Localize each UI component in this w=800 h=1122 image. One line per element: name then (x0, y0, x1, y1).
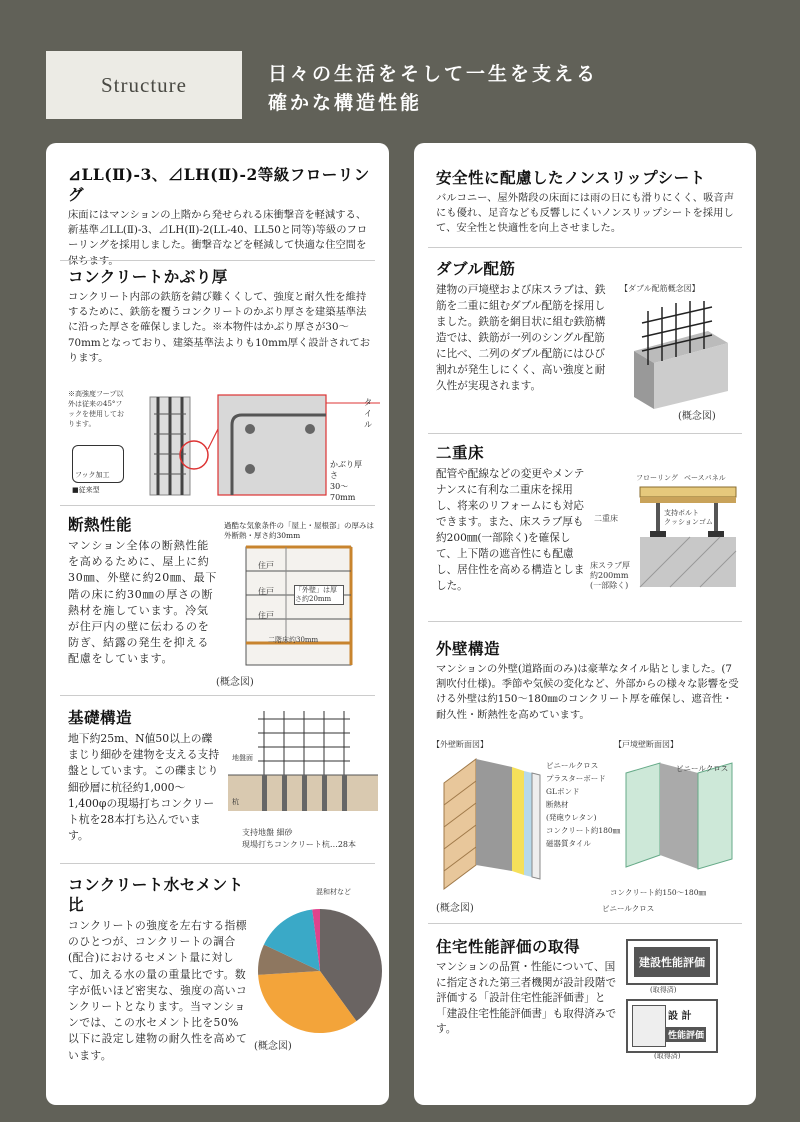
flooring-body: 床面にはマンションの上階から発せられる床衝撃音を軽減する、新基準⊿LL(Ⅱ)-3、⊿LH(Ⅱ)-2(LL-40、LL50と同等)等級のフローリングを採用しました。衝撃音などを軽減して快適な住空間を保ちます。 (68, 209, 368, 267)
cover-diagram (68, 389, 372, 502)
wall-label: GLボンド (546, 787, 580, 796)
badge-2-note: (取得済) (654, 1052, 681, 1060)
exterior-wall-illustration (436, 753, 546, 893)
party-wall-label-bottom: ビニールクロス (602, 904, 655, 913)
badge-1-note: (取得済) (650, 986, 677, 994)
hook-icon (72, 445, 124, 483)
piles-label: 現場打ちコンクリート杭…28本 (242, 840, 357, 849)
double-rebar-caption: (概念図) (678, 411, 716, 422)
divider (428, 923, 742, 924)
slab-label (590, 561, 630, 591)
admixture-label: 混和材など (316, 888, 351, 896)
flooring-title: ⊿LL(Ⅱ)-3、⊿LH(Ⅱ)-2等級フローリング (68, 165, 370, 204)
foundation-title: 基礎構造 (68, 708, 133, 727)
thickness-text: かぶり厚さ (330, 460, 362, 480)
cover-title: コンクリートかぶり厚 (68, 267, 228, 286)
wc-ratio-section (68, 875, 248, 1064)
insulation-diagram-title: 過酷な気象条件の「屋上・屋根部」の厚みは外断熱・厚さ約30mm (224, 521, 374, 540)
wc-ratio-caption: (概念図) (254, 1041, 292, 1052)
wc-ratio-body: コンクリートの強度を左右する指標のひとつが、コンクリートの調合(配合)におけるセメント量に対して、加える水の量の重量比です。数字が低いほど密実な、強度の高いコンクリートとなります。当マンションでは、この水セメント比を50%以下に設定し建物の耐久性を高めています。 (68, 919, 248, 1062)
double-floor-illustration (630, 483, 740, 593)
wc-pie-chart (250, 901, 390, 1041)
page-title (268, 60, 598, 118)
divider (428, 433, 742, 434)
double-rebar-illustration (618, 301, 738, 411)
foundation-pile-illustration (228, 709, 378, 821)
wall-label: 断熱材 (546, 800, 569, 809)
divider (428, 621, 742, 622)
badge-1-label: 建設性能評価 (634, 947, 710, 977)
flooring-section (68, 165, 373, 269)
title-line-1: 日々の生活をそして一生を支える (268, 63, 599, 85)
tile-label: タイル (364, 398, 372, 429)
structure-tab: Structure (46, 51, 242, 119)
insulation-caption: (概念図) (216, 677, 254, 688)
exterior-wall-section (436, 639, 740, 723)
floor-label: 二階床約30mm (268, 636, 319, 644)
flooring-label: フローリング (636, 474, 678, 482)
cover-section (68, 267, 373, 366)
insulation-building-illustration (226, 545, 376, 669)
right-panel (414, 143, 756, 1105)
double-floor-section (436, 443, 586, 594)
exterior-wall-title: 外壁構造 (436, 639, 501, 658)
double-rebar-title: ダブル配筋 (436, 259, 516, 278)
evaluation-body: マンションの品質・性能について、国に指定された第三者機関が設計段階で評価する「設計住宅性能評価書」と「建設住宅性能評価書」も取得済みです。 (436, 961, 617, 1036)
double-rebar-diagram-title: 【ダブル配筋概念図】 (620, 284, 700, 293)
party-wall-label-concrete: コンクリート約150〜180㎜ (610, 888, 706, 897)
unit-label: 住戸 (258, 611, 274, 620)
exterior-wall-caption: (概念図) (436, 903, 474, 914)
double-floor-title: 二重床 (436, 443, 485, 462)
wall-label: ビニールクロス (546, 761, 599, 770)
construction-evaluation-badge (626, 939, 718, 985)
hoop-note: ※高強度フープ以外は従来の45°フックを使用しております。 (68, 390, 124, 428)
slab-note: (一部除く) (590, 581, 629, 590)
party-wall-label-top: ビニールクロス (676, 764, 729, 773)
base-panel-label: ベースパネル (684, 474, 726, 482)
slab-text: 床スラブ厚 (590, 561, 630, 570)
evaluation-title: 住宅性能評価の取得 (436, 937, 581, 956)
insulation-section (68, 515, 220, 668)
insulation-title: 断熱性能 (68, 515, 133, 534)
left-wall-diagram-title: 【外壁断面図】 (432, 740, 488, 749)
divider (60, 260, 375, 261)
wall-label: コンクリート約180㎜ (546, 826, 621, 835)
badge-2-line-1: 設 計 (668, 1011, 692, 1022)
legend-label: ■従来型 (72, 486, 100, 494)
cover-body: コンクリート内部の鉄筋を錆び難くくして、強度と耐久性を維持するために、鉄筋を覆うコンクリートのかぶり厚さを建築基準法に沿った厚さを確保しました。※本物件はかぶり厚さが30〜70mmとなっており、建築基準法よりも10mm厚く設計されております。 (68, 291, 371, 364)
nonslip-body: バルコニー、屋外階段の床面には雨の日にも滑りにくく、吸音声にも優れ、足音なども反響しにくいノンスリップシートを採用して、安全性と快適性を向上させました。 (436, 192, 734, 235)
thickness-value: 30〜70mm (330, 482, 356, 502)
wc-ratio-title: コンクリート水セメント比 (68, 875, 244, 914)
support-label: 支持地盤 細砂 (242, 828, 293, 837)
double-floor-label: 二重床 (594, 514, 618, 523)
left-panel (46, 143, 389, 1105)
wall-label: 「外壁」は厚さ約20mm (294, 585, 344, 605)
double-rebar-section (436, 259, 606, 394)
party-wall-illustration (620, 759, 740, 879)
nonslip-section (436, 168, 740, 237)
title-line-2: 確かな構造性能 (268, 92, 423, 114)
thickness-label (330, 459, 368, 503)
nonslip-title: 安全性に配慮したノンスリップシート (436, 168, 706, 187)
divider (428, 247, 742, 248)
foundation-body: 地下約25m、N値50以上の礫まじり細砂を建物を支える支持盤としています。この礫まじり細砂層に杭径約1,000〜1,400φの現場打ちコンクリート杭を28本打ち込んでいます。 (68, 732, 220, 843)
badge-2-line-2: 性能評価 (666, 1027, 706, 1042)
slab-value: 約200mm (590, 571, 629, 580)
divider (60, 695, 375, 696)
divider (60, 863, 375, 864)
unit-label: 住戸 (258, 561, 274, 570)
foundation-section (68, 708, 220, 844)
right-wall-diagram-title: 【戸境壁断面図】 (614, 740, 678, 749)
double-floor-body: 配管や配線などの変更やメンテナンスに有利な二重床を採用し、将来のリフォームにも対応できます。また、床スラブ厚も約200㎜(一部除く)を確保して、上下階の遮音性にも配慮し、居住性を高める構造としました。 (436, 468, 585, 592)
wall-label: 磁器質タイル (546, 839, 591, 848)
insulation-body: マンション全体の断熱性能を高めるために、屋上に約30㎜、外壁に約20㎜、最下階の床に約30㎜の厚さの断熱材を施しています。冷気が住戸内の壁に伝わるのを防ぎ、結露の発生を抑える配慮をしています。 (68, 539, 218, 666)
hook-label: フック加工 (75, 471, 110, 479)
ground-label: 地盤面 (232, 754, 253, 762)
house-icon (632, 1005, 666, 1047)
bolt-label (664, 509, 713, 527)
wall-label: プラスターボード (546, 774, 606, 783)
bolt-text: 支持ボルト (664, 509, 699, 517)
double-rebar-body: 建物の戸境壁および床スラブは、鉄筋を二重に組むダブル配筋を採用しました。鉄筋を網目状に組む鉄筋構造では、鉄筋が一列のシングル配筋に比べ、二列のダブル配筋にはひび割れが発生しにくく、高い強度と耐久性が実現されます。 (436, 284, 606, 392)
rubber-text: クッションゴム (664, 518, 713, 526)
evaluation-section (436, 937, 622, 1038)
pile-label: 杭 (232, 798, 239, 806)
exterior-wall-body: マンションの外壁(道路面のみ)は豪華なタイル貼としました。(7割吹付仕様)。季節や気候の変化など、外部からの様々な影響を受ける外壁は約150〜180㎜のコンクリート厚を確保し、遮音性・耐久性・断熱性を高めています。 (436, 663, 739, 721)
wall-label: (発砲ウレタン) (546, 813, 597, 822)
design-evaluation-badge (626, 999, 718, 1053)
divider (60, 505, 375, 506)
unit-label: 住戸 (258, 587, 274, 596)
